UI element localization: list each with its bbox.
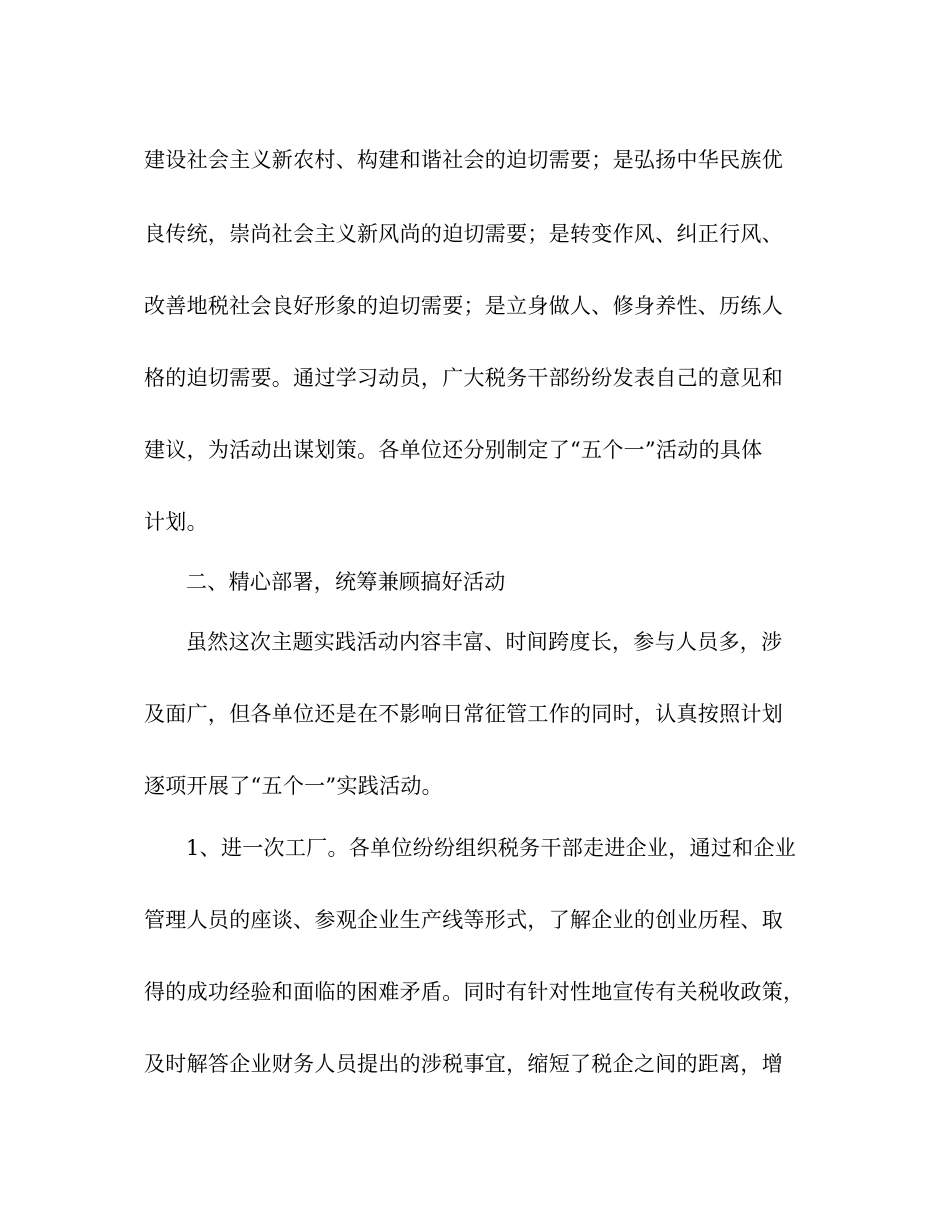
paragraph-line: 良传统，崇尚社会主义新风尚的迫切需要；是转变作风、纠正行风、 xyxy=(144,222,783,246)
paragraph-line: 1、进一次工厂。各单位纷纷组织税务干部走进企业，通过和企业 xyxy=(186,836,797,860)
paragraph-line: 建议，为活动出谋划策。各单位还分别制定了“五个一”活动的具体 xyxy=(144,438,763,462)
section-heading: 二、精心部署，统筹兼顾搞好活动 xyxy=(186,570,506,594)
paragraph-line: 及时解答企业财务人员提出的涉税事宜，缩短了税企之间的距离，增 xyxy=(144,1052,783,1076)
paragraph-line: 及面广，但各单位还是在不影响日常征管工作的同时，认真按照计划 xyxy=(144,702,783,726)
paragraph-line: 格的迫切需要。通过学习动员，广大税务干部纷纷发表自己的意见和 xyxy=(144,366,783,390)
paragraph-line: 计划。 xyxy=(144,510,208,534)
paragraph-line: 管理人员的座谈、参观企业生产线等形式，了解企业的创业历程、取 xyxy=(144,908,783,932)
paragraph-line: 建设社会主义新农村、构建和谐社会的迫切需要；是弘扬中华民族优 xyxy=(144,148,783,172)
paragraph-line: 得的成功经验和面临的困难矛盾。同时有针对性地宣传有关税收政策， xyxy=(144,980,805,1004)
paragraph-line: 逐项开展了“五个一”实践活动。 xyxy=(144,774,443,798)
paragraph-line: 虽然这次主题实践活动内容丰富、时间跨度长，参与人员多，涉 xyxy=(186,630,783,654)
paragraph-line: 改善地税社会良好形象的迫切需要；是立身做人、修身养性、历练人 xyxy=(144,294,783,318)
